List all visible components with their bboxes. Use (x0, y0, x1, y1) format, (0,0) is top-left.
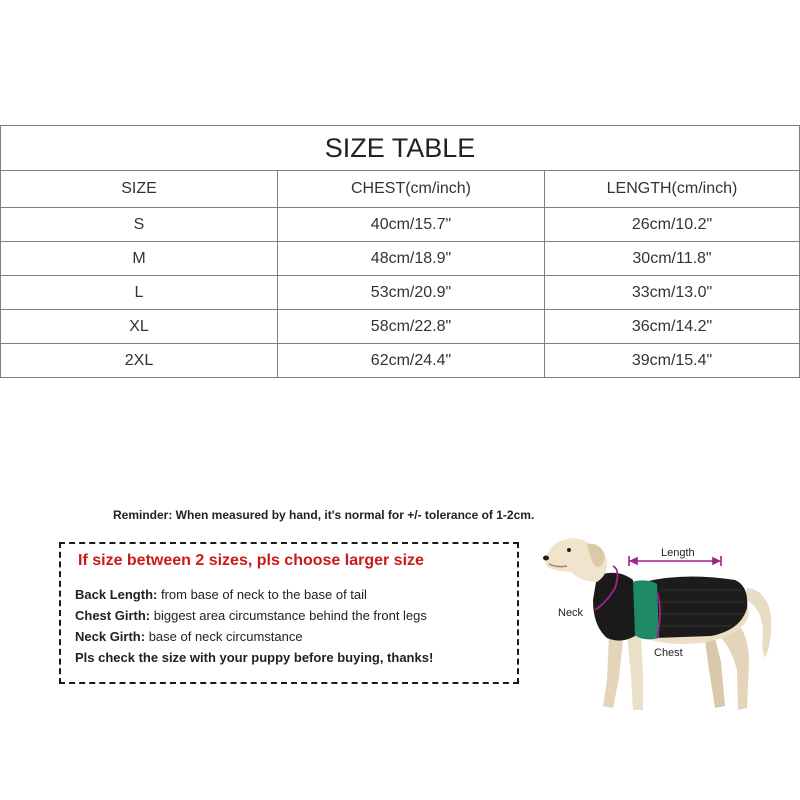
neck-girth-text: base of neck circumstance (145, 629, 303, 644)
dog-hind-leg (705, 630, 725, 708)
size-cell: L (1, 276, 278, 310)
sizing-notice-box (59, 542, 519, 684)
dog-front-leg (627, 634, 643, 710)
table-row (1, 344, 800, 378)
dog-measurement-illustration (535, 530, 795, 730)
dog-tail (745, 588, 771, 658)
chest-label: Chest (654, 647, 683, 659)
size-cell: M (1, 242, 278, 276)
chest-girth-label: Chest Girth: (75, 608, 151, 623)
measurement-guide (75, 584, 433, 668)
dog-nose (543, 556, 549, 561)
size-cell: S (1, 208, 278, 242)
length-cell: 39cm/15.4" (545, 344, 800, 378)
length-cell: 36cm/14.2" (545, 310, 800, 344)
size-cell: 2XL (1, 344, 278, 378)
chest-cell: 40cm/15.7" (278, 208, 545, 242)
header-chest: CHEST(cm/inch) (278, 171, 545, 208)
dog-eye (567, 548, 571, 552)
neck-label: Neck (558, 607, 584, 619)
table-header-row (1, 171, 800, 208)
length-cell: 26cm/10.2" (545, 208, 800, 242)
length-cell: 33cm/13.0" (545, 276, 800, 310)
table-row (1, 208, 800, 242)
chest-cell: 62cm/24.4" (278, 344, 545, 378)
chest-cell: 53cm/20.9" (278, 276, 545, 310)
chest-cell: 48cm/18.9" (278, 242, 545, 276)
length-cell: 30cm/11.8" (545, 242, 800, 276)
dog-front-leg (603, 634, 623, 708)
chest-cell: 58cm/22.8" (278, 310, 545, 344)
size-table (0, 125, 800, 378)
back-length-label: Back Length: (75, 587, 158, 602)
chest-girth-line (75, 605, 433, 626)
back-length-line (75, 584, 433, 605)
table-row (1, 276, 800, 310)
table-row (1, 310, 800, 344)
neck-girth-line (75, 626, 433, 647)
closing-note: Pls check the size with your puppy before buying, thanks! (75, 650, 434, 665)
chest-girth-text: biggest area circumstance behind the front legs (150, 608, 427, 623)
header-length: LENGTH(cm/inch) (545, 171, 800, 208)
table-title: SIZE TABLE (1, 126, 800, 171)
length-label: Length (661, 547, 695, 559)
neck-girth-label: Neck Girth: (75, 629, 146, 644)
table-row (1, 242, 800, 276)
size-cell: XL (1, 310, 278, 344)
back-length-text: from base of neck to the base of tail (157, 587, 367, 602)
notice-headline: If size between 2 sizes, pls choose larger size (78, 552, 424, 569)
header-size: SIZE (1, 171, 278, 208)
tolerance-reminder: Reminder: When measured by hand, it's normal for +/- tolerance of 1-2cm. (113, 508, 535, 522)
